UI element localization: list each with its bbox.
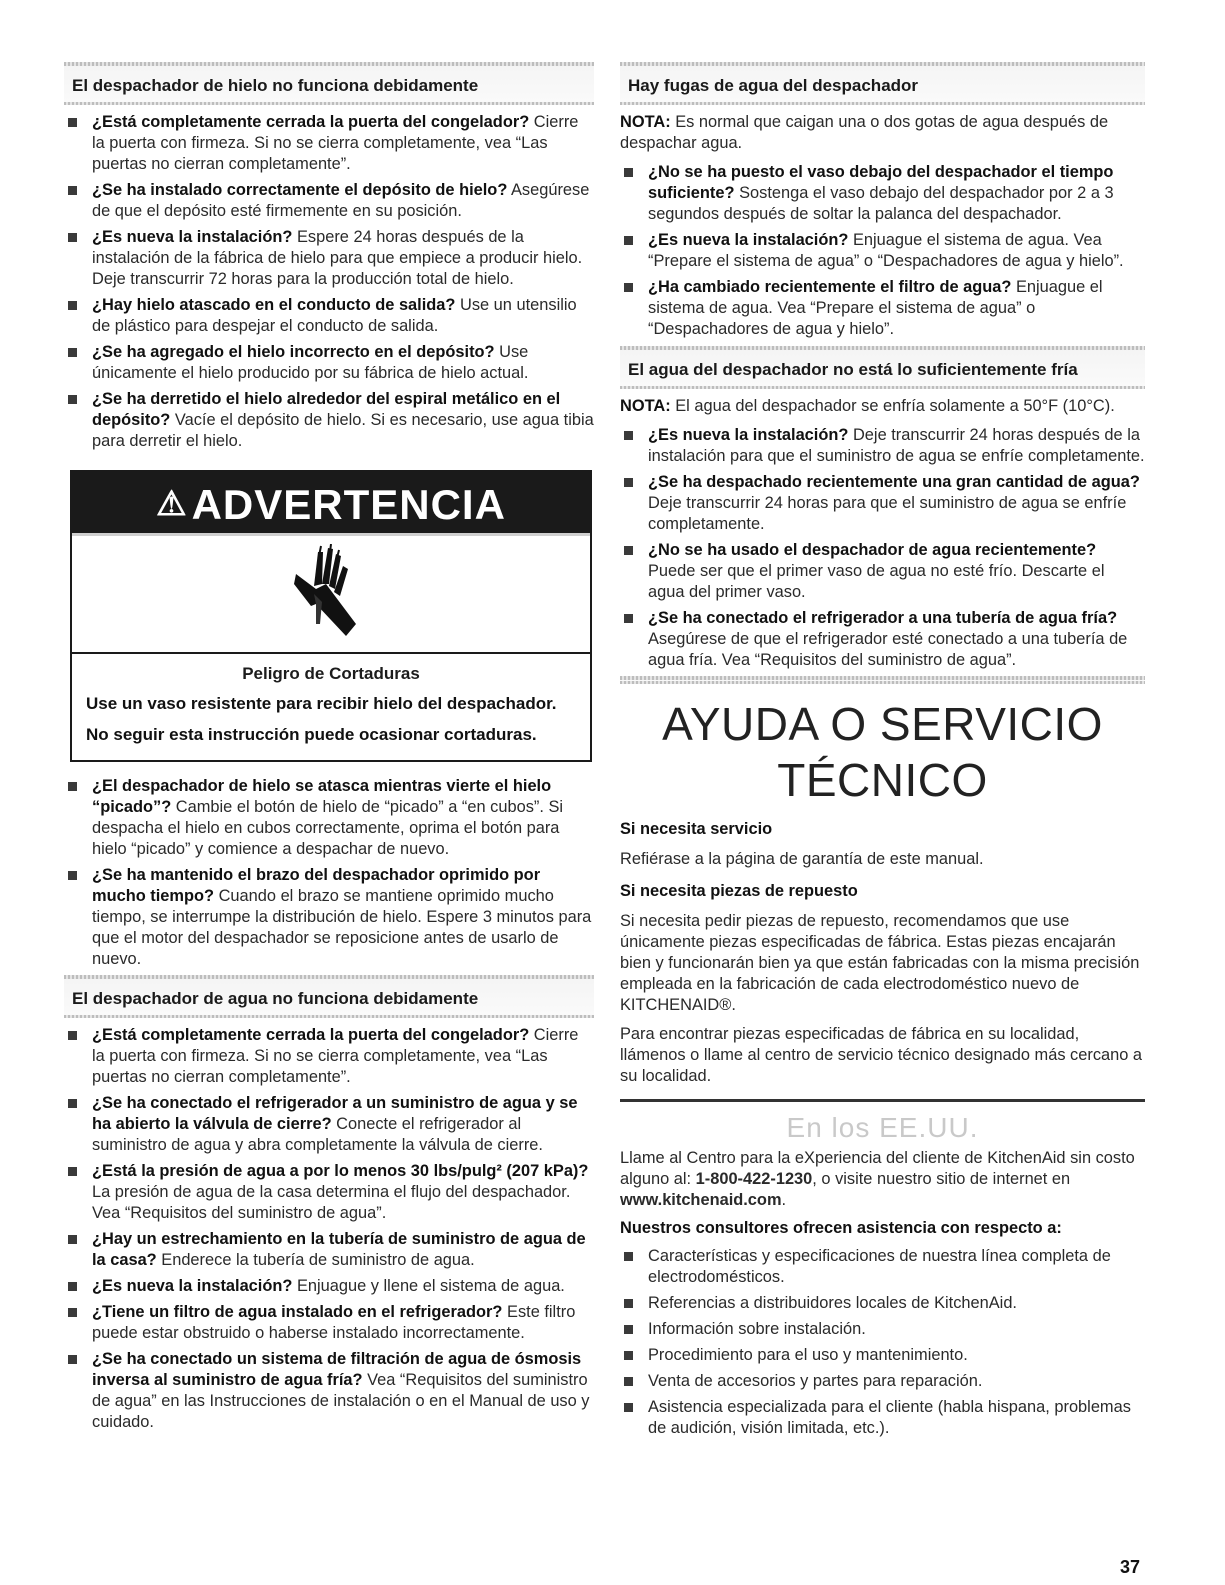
us-heading: En los EE.UU. [786,1112,979,1143]
list-item: ¿Se ha conectado un sistema de filtración de agua de ósmosis inversa al suministro de agua fría? Vea “Requisitos del suministro de agua” en las Instrucciones de instalación o en el Manual de uso y cuidado. [64,1349,594,1433]
warning-triangle-icon: ⚠ [156,485,188,523]
service-title: AYUDA O SERVICIO TÉCNICO [662,698,1103,806]
list-item: Venta de accesorios y partes para reparación. [620,1371,1145,1392]
service-subheading: Si necesita servicio [620,820,773,838]
warning-box [70,470,592,762]
list-item: Información sobre instalación. [620,1319,1145,1340]
list-item: ¿Hay hielo atascado en el conducto de salida? Use un utensilio de plástico para despejar el conducto de salida. [64,295,594,337]
list-item: ¿Está la presión de agua a por lo menos 30 lbs/pulg² (207 kPa)? La presión de agua de la casa determina el flujo del despachador. Vea “Requisitos del suministro de agua”. [64,1161,594,1224]
ice-dispenser-list-continued [64,776,594,970]
cold-water-heading: El agua del despachador no está lo suficientemente fría [620,346,1145,387]
page-number: 37 [1120,1557,1141,1577]
list-item: ¿Se ha instalado correctamente el depósito de hielo? Asegúrese de que el depósito esté firmemente en su posición. [64,180,594,222]
website-link[interactable]: www.kitchenaid.com [620,1191,782,1209]
list-item: ¿Es nueva la instalación? Espere 24 horas después de la instalación de la fábrica de hielo para que empiece a producir hielo. Deje transcurrir 72 horas para la producción total de hielo. [64,227,594,290]
assist-list [620,1246,1145,1439]
cold-water-note: NOTA: El agua del despachador se enfría solamente a 50°F (10°C). [620,397,1115,415]
ice-dispenser-list [64,112,594,452]
parts-locate-paragraph: Para encontrar piezas especificadas de fábrica en su localidad, llámenos o llame al centro de servicio técnico designado más cercano a su localidad. [620,1025,1143,1085]
list-item: Referencias a distribuidores locales de KitchenAid. [620,1293,1145,1314]
list-item: ¿Se ha agregado el hielo incorrecto en el depósito? Use únicamente el hielo producido por su fábrica de hielo actual. [64,342,594,384]
list-item: ¿Es nueva la instalación? Enjuague y llene el sistema de agua. [64,1276,594,1297]
hand-cut-icon [286,544,376,644]
phone-number: 1-800-422-1230 [695,1170,813,1188]
divider [620,1099,1145,1102]
list-item: ¿Se ha conectado el refrigerador a un suministro de agua y se ha abierto la válvula de cierre? Conecte el refrigerador al suministro de agua y abra completamente la válvula de cierre. [64,1093,594,1156]
list-item: ¿Ha cambiado recientemente el filtro de agua? Enjuague el sistema de agua. Vea “Prepare el sistema de agua” o “Despachadores de agua y hielo”. [620,277,1145,340]
list-item: ¿Se ha conectado el refrigerador a una tubería de agua fría? Asegúrese de que el refrigerador esté conectado a una tubería de agua fría. Vea “Requisitos del suministro de agua”. [620,608,1145,671]
list-item: ¿El despachador de hielo se atasca mientras vierte el hielo “picado”? Cambie el botón de hielo de “picado” a “en cubos”. Si despacha el hielo en cubos correctamente, oprima el botón para hielo “picado” y comience a despachar de nuevo. [64,776,594,860]
divider-band [620,676,1145,682]
warning-title: Peligro de Cortaduras [242,664,420,683]
leak-note: NOTA: Es normal que caigan una o dos gotas de agua después de despachar agua. [620,113,1109,152]
list-item: ¿Está completamente cerrada la puerta del congelador? Cierre la puerta con firmeza. Si no se cierra completamente, vea “Las puertas no cierran completamente”. [64,1025,594,1088]
list-item: Procedimiento para el uso y mantenimiento. [620,1345,1145,1366]
list-item: Asistencia especializada para el cliente (habla hispana, problemas de audición, visión limitada, etc.). [620,1397,1145,1439]
list-item: ¿Tiene un filtro de agua instalado en el refrigerador? Este filtro puede estar obstruido o haberse instalado incorrectamente. [64,1302,594,1344]
leak-list [620,162,1145,340]
list-item: ¿Se ha mantenido el brazo del despachador oprimido por mucho tiempo? Cuando el brazo se mantiene oprimido mucho tiempo, se interrumpe la distribución de hielo. Espere 3 minutos para que el motor del despachador se reposicione antes de usarlo de nuevo. [64,865,594,970]
cut-hazard-image [72,536,590,654]
list-item: ¿No se ha puesto el vaso debajo del despachador el tiempo suficiente? Sostenga el vaso debajo del despachador por 2 a 3 segundos después de soltar la palanca del despachador. [620,162,1145,225]
cold-water-list [620,425,1145,671]
left-column [64,62,594,1438]
call-paragraph: Llame al Centro para la eXperiencia del cliente de KitchenAid sin costo alguno al: 1-800-422-1230, o visite nuestro sitio de internet en www.kitchenaid.com. [620,1149,1135,1209]
list-item: Características y especificaciones de nuestra línea completa de electrodomésticos. [620,1246,1145,1288]
list-item: ¿Se ha despachado recientemente una gran cantidad de agua? Deje transcurrir 24 horas para que el suministro de agua se enfríe completamente. [620,472,1145,535]
parts-paragraph: Si necesita pedir piezas de repuesto, recomendamos que use únicamente piezas especificadas de fábrica. Estas piezas encajarán bien y funcionarán bien ya que están fabricadas con la misma precisión empleada en la fabricación de cada electrodoméstico nuevo de KITCHENAID®. [620,912,1140,1014]
list-item: ¿Hay un estrechamiento en la tubería de suministro de agua de la casa? Enderece la tubería de suministro de agua. [64,1229,594,1271]
warning-text-2: No seguir esta instrucción puede ocasionar cortaduras. [86,725,537,744]
leak-heading: Hay fugas de agua del despachador [620,62,1145,103]
list-item: ¿Está completamente cerrada la puerta del congelador? Cierre la puerta con firmeza. Si no se cierra completamente, vea “Las puertas no cierran completamente”. [64,112,594,175]
list-item: ¿No se ha usado el despachador de agua recientemente? Puede ser que el primer vaso de agua no esté frío. Descarte el agua del primer vaso. [620,540,1145,603]
warning-text-1: Use un vaso resistente para recibir hielo del despachador. [86,694,557,713]
right-column [620,62,1145,1444]
warning-body [72,654,590,760]
warning-header: ⚠ADVERTENCIA [72,472,590,536]
assist-heading: Nuestros consultores ofrecen asistencia con respecto a: [620,1219,1062,1237]
service-paragraph: Refiérase a la página de garantía de este manual. [620,850,984,868]
list-item: ¿Es nueva la instalación? Enjuague el sistema de agua. Vea “Prepare el sistema de agua” o “Despachadores de agua y hielo”. [620,230,1145,272]
list-item: ¿Es nueva la instalación? Deje transcurrir 24 horas después de la instalación para que el suministro de agua se enfríe completamente. [620,425,1145,467]
parts-subheading: Si necesita piezas de repuesto [620,882,858,900]
water-dispenser-list [64,1025,594,1433]
water-dispenser-heading: El despachador de agua no funciona debidamente [64,975,594,1016]
ice-dispenser-heading: El despachador de hielo no funciona debidamente [64,62,594,103]
list-item: ¿Se ha derretido el hielo alrededor del espiral metálico en el depósito? Vacíe el depósito de hielo. Si es necesario, use agua tibia para derretir el hielo. [64,389,594,452]
